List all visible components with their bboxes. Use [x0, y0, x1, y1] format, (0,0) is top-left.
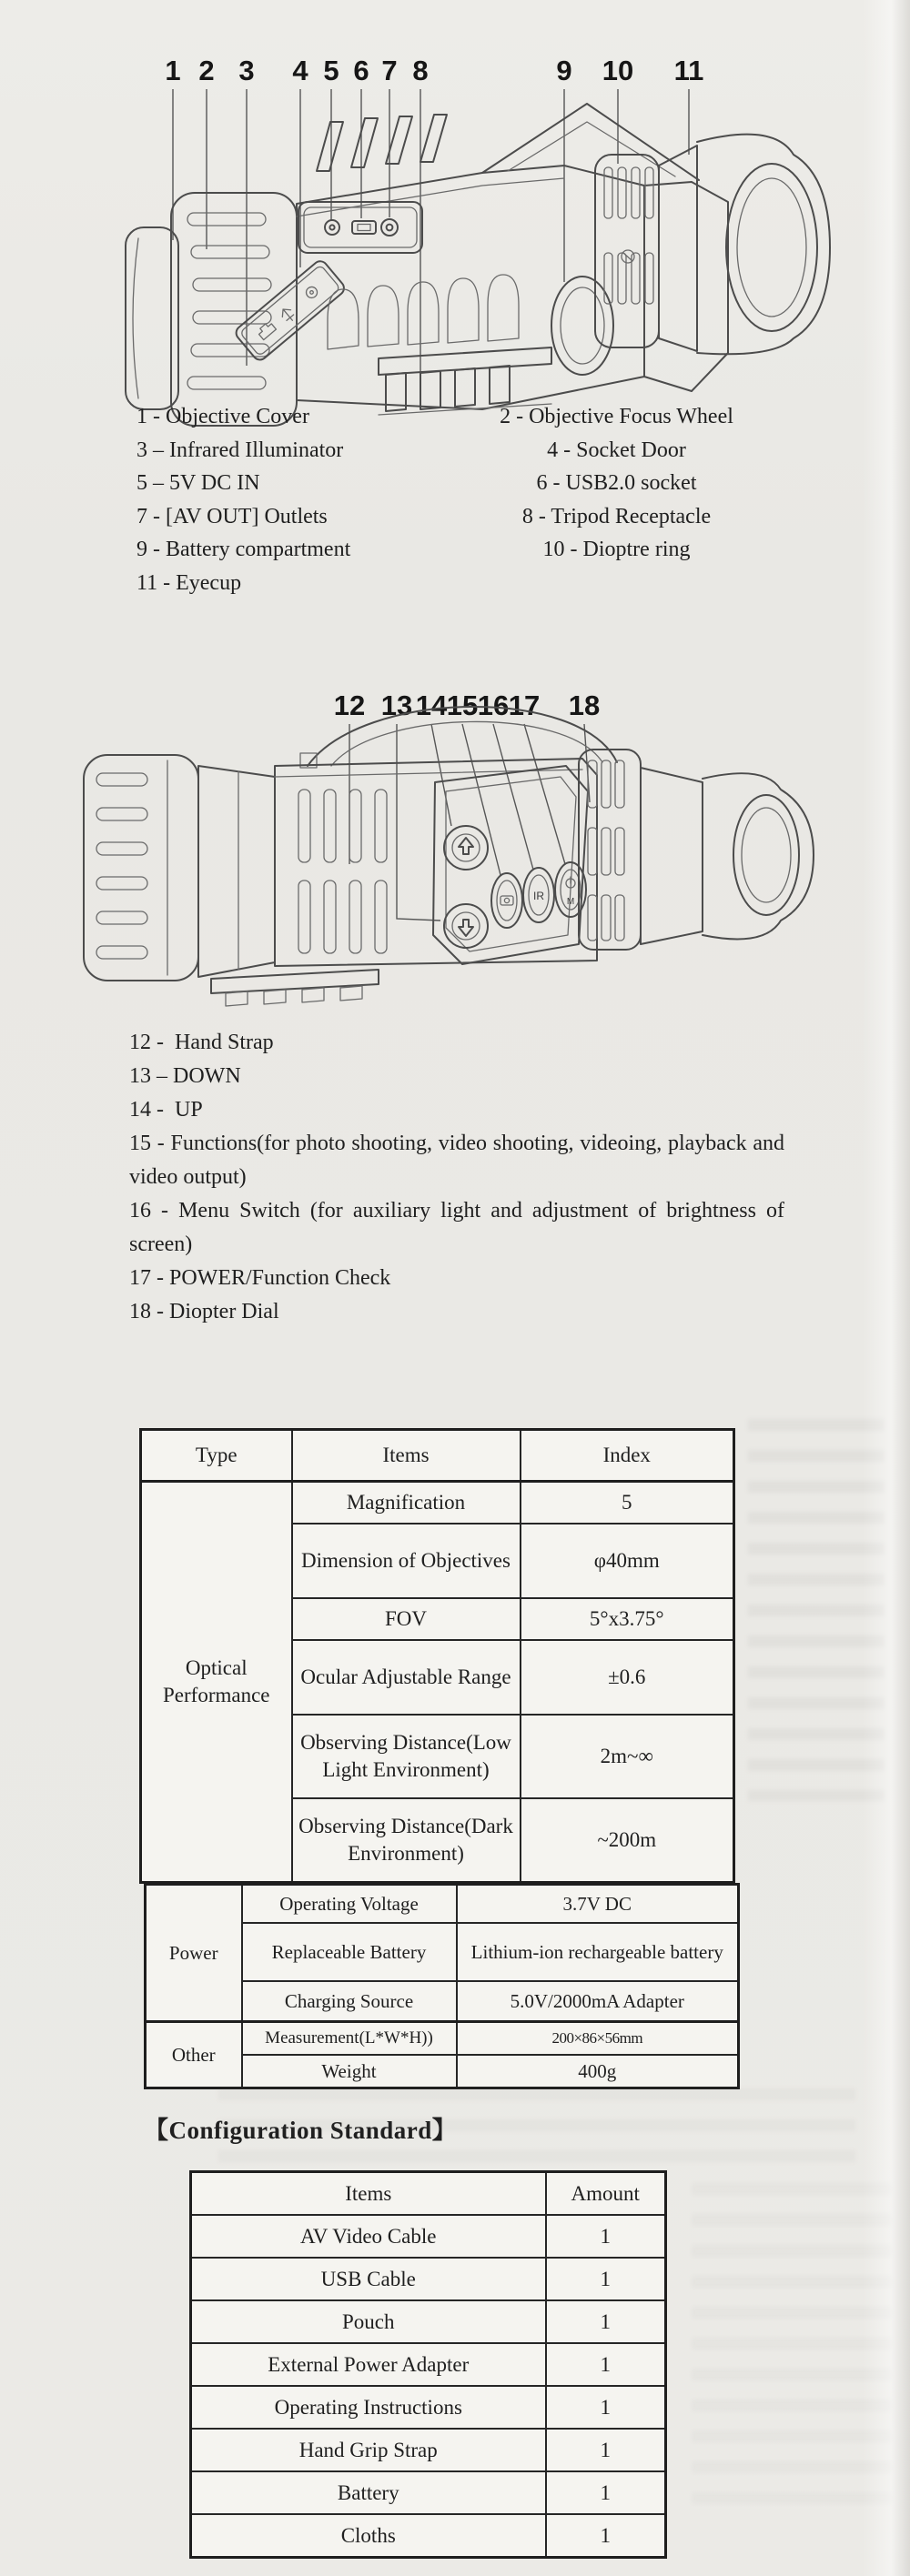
part-label: 3 – Infrared Illuminator — [136, 438, 344, 462]
value-cell: 3.7V DC — [457, 1885, 739, 1924]
col-header-index: Index — [521, 1430, 734, 1482]
amount-cell: 1 — [546, 2343, 666, 2386]
parts-row — [0, 400, 910, 434]
item-cell: Dimension of Objectives — [292, 1524, 521, 1598]
item-cell: Observing Distance(Dark Environment) — [292, 1798, 521, 1883]
callout-6: 6 — [353, 55, 369, 86]
grip-scallops — [328, 275, 519, 349]
dc-in-icon — [325, 220, 339, 235]
table-row — [191, 2429, 666, 2471]
amount-cell: 1 — [546, 2300, 666, 2343]
callout-1: 1 — [165, 55, 181, 86]
optical-spec-table — [139, 1428, 735, 1884]
callout-11: 11 — [673, 55, 704, 86]
device-2 — [84, 707, 814, 1006]
objective-focus-wheel — [171, 193, 297, 426]
item-cell: Replaceable Battery — [242, 1923, 457, 1981]
power-other-table — [144, 1883, 740, 2089]
objective-knurled-cap — [84, 755, 198, 981]
dioptre-ring — [595, 155, 659, 347]
function-button — [491, 873, 522, 928]
col-header-items: Items — [191, 2172, 546, 2216]
parts-row — [0, 467, 910, 500]
item-cell: Hand Grip Strap — [191, 2429, 546, 2471]
item-cell: Pouch — [191, 2300, 546, 2343]
item-cell: AV Video Cable — [191, 2215, 546, 2258]
part-label: 5 – 5V DC IN — [136, 471, 260, 495]
item-cell: External Power Adapter — [191, 2343, 546, 2386]
callout-18: 18 — [568, 689, 601, 721]
door-av-icon — [304, 285, 319, 300]
callout-17: 17 — [508, 689, 541, 721]
part-label: 13 – DOWN — [129, 1064, 241, 1088]
eyecup — [697, 135, 830, 355]
callout-5: 5 — [323, 55, 339, 86]
amount-cell: 1 — [546, 2514, 666, 2558]
callout-3: 3 — [238, 55, 255, 86]
device-1 — [126, 104, 830, 426]
table-row — [191, 2300, 666, 2343]
part-label: 2 - Objective Focus Wheel — [500, 405, 733, 428]
item-cell: Measurement(L*W*H)) — [242, 2022, 457, 2056]
item-cell: Magnification — [292, 1482, 521, 1524]
configuration-table — [189, 2170, 667, 2559]
parts-row — [0, 567, 910, 600]
item-cell: Operating Instructions — [191, 2386, 546, 2429]
scan-page-edge — [863, 0, 910, 2576]
part-label: 15 - Functions(for photo shooting, video shooting, videoing, playback and video output) — [129, 1132, 784, 1189]
callout-12: 12 — [333, 689, 366, 721]
amount-cell: 1 — [546, 2386, 666, 2429]
table-row — [191, 2471, 666, 2514]
part-label: 17 - POWER/Function Check — [129, 1266, 391, 1290]
callout-14: 14 — [415, 689, 448, 721]
diagram-side-view-2 — [73, 675, 837, 1025]
table-row — [191, 2386, 666, 2429]
table-row — [191, 2514, 666, 2558]
table-row — [141, 1482, 734, 1524]
bottom-rail-2 — [211, 970, 379, 1006]
amount-cell: 1 — [546, 2215, 666, 2258]
index-cell: φ40mm — [521, 1524, 734, 1598]
index-cell: ±0.6 — [521, 1640, 734, 1715]
item-cell: Ocular Adjustable Range — [292, 1640, 521, 1715]
callout-2: 2 — [198, 55, 215, 86]
callout-4: 4 — [292, 55, 308, 86]
value-cell: Lithium-ion rechargeable battery — [457, 1923, 739, 1981]
callout-16: 16 — [477, 689, 510, 721]
device2-body — [275, 759, 597, 966]
item-cell: FOV — [292, 1598, 521, 1640]
top-vents — [317, 115, 447, 171]
eyepiece — [659, 146, 697, 351]
socket-panel — [298, 202, 422, 253]
col-header-type: Type — [141, 1430, 292, 1482]
down-arrow-icon — [459, 920, 473, 936]
value-cell: 200×86×56mm — [457, 2022, 739, 2056]
camera-icon — [500, 896, 513, 905]
table-row — [191, 2258, 666, 2300]
parts-list-2 — [129, 1026, 784, 1329]
objective-barrel — [198, 766, 275, 977]
door-usb-icon — [278, 306, 296, 324]
part-label: 6 - USB2.0 socket — [536, 471, 697, 495]
carry-handle — [482, 104, 699, 180]
up-button — [444, 826, 488, 870]
item-cell: Operating Voltage — [242, 1885, 457, 1924]
item-cell: USB Cable — [191, 2258, 546, 2300]
value-cell: 5.0V/2000mA Adapter — [457, 1981, 739, 2022]
part-label: 16 - Menu Switch (for auxiliary light and adjustment of brightness of screen) — [129, 1199, 784, 1256]
item-cell: Observing Distance(Low Light Environment) — [292, 1715, 521, 1798]
table-row — [146, 2022, 739, 2056]
menu-m-label: M — [566, 897, 575, 907]
col-header-amount: Amount — [546, 2172, 666, 2216]
callout-9: 9 — [556, 55, 572, 86]
diopter-dial — [579, 750, 641, 950]
group-cell-other: Other — [146, 2022, 242, 2088]
callout-10: 10 — [602, 55, 634, 86]
part-label: 4 - Socket Door — [547, 438, 686, 462]
bleedthrough-artifact — [218, 2088, 855, 2167]
bleedthrough-artifact — [692, 2183, 892, 2511]
table-row — [146, 1885, 739, 1924]
item-cell: Weight — [242, 2055, 457, 2088]
callout-15: 15 — [446, 689, 479, 721]
index-cell: ~200m — [521, 1798, 734, 1883]
part-label: 10 - Dioptre ring — [542, 538, 691, 561]
menu-button — [523, 868, 554, 922]
control-panel — [433, 766, 588, 964]
callout-8: 8 — [412, 55, 429, 86]
part-label: 7 - [AV OUT] Outlets — [136, 504, 328, 528]
parts-list-1 — [0, 400, 910, 599]
up-arrow-icon — [459, 838, 473, 854]
eyepiece-2 — [641, 768, 703, 944]
parts-row — [0, 434, 910, 468]
value-cell: 400g — [457, 2055, 739, 2088]
type-cell: Optical Performance — [141, 1482, 292, 1883]
part-label: 9 - Battery compartment — [136, 538, 351, 561]
table-header-row — [141, 1430, 734, 1482]
parts-row — [0, 500, 910, 534]
index-cell: 5 — [521, 1482, 734, 1524]
part-label: 18 - Diopter Dial — [129, 1300, 279, 1323]
group-cell-power: Power — [146, 1885, 242, 2022]
ir-icon: IR — [533, 890, 544, 902]
part-label: 14 - UP — [129, 1098, 203, 1122]
amount-cell: 1 — [546, 2471, 666, 2514]
item-cell: Charging Source — [242, 1981, 457, 2022]
diagram2-callouts — [334, 689, 600, 721]
diagram1-callouts — [165, 55, 703, 86]
item-cell: Cloths — [191, 2514, 546, 2558]
down-button — [444, 904, 488, 948]
part-label: 1 - Objective Cover — [136, 405, 309, 428]
diagram-side-view-1 — [55, 38, 874, 429]
amount-cell: 1 — [546, 2258, 666, 2300]
part-label: 8 - Tripod Receptacle — [521, 504, 712, 528]
av-out-icon — [381, 219, 398, 236]
part-label: 11 - Eyecup — [136, 570, 242, 595]
usb-icon — [352, 221, 376, 234]
eyecup-2 — [703, 773, 814, 939]
item-cell: Battery — [191, 2471, 546, 2514]
part-label: 12 - Hand Strap — [129, 1031, 274, 1054]
callout-13: 13 — [380, 689, 413, 721]
table-header-row — [191, 2172, 666, 2216]
index-cell: 2m~∞ — [521, 1715, 734, 1798]
amount-cell: 1 — [546, 2429, 666, 2471]
col-header-items: Items — [292, 1430, 521, 1482]
table-row — [191, 2215, 666, 2258]
index-cell: 5°x3.75° — [521, 1598, 734, 1640]
parts-row — [0, 533, 910, 567]
configuration-standard-heading: 【Configuration Standard】 — [144, 2117, 458, 2144]
table-row — [191, 2343, 666, 2386]
callout-7: 7 — [381, 55, 398, 86]
